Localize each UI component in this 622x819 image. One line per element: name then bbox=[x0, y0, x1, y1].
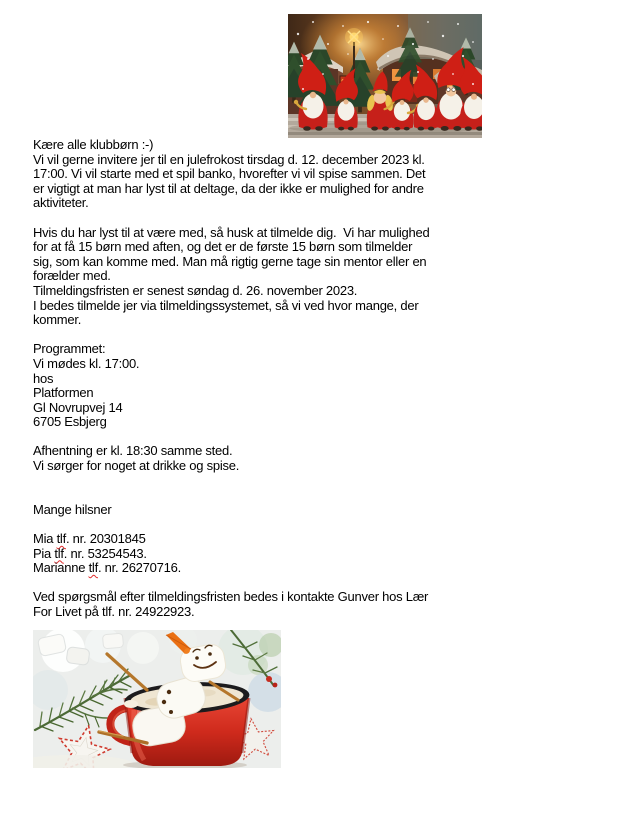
text-line bbox=[33, 211, 429, 226]
text-line bbox=[33, 328, 429, 343]
text-line bbox=[33, 401, 429, 416]
text-line bbox=[33, 605, 429, 620]
misspelled-word: tlf bbox=[56, 531, 66, 547]
text-segment: Mange hilsner bbox=[33, 501, 112, 517]
text-line bbox=[33, 167, 429, 182]
text-line bbox=[33, 342, 429, 357]
text-segment: sig, som kan komme med. Man må rigtig gerne tage sin mentor eller en bbox=[33, 253, 427, 269]
text-segment: Vi mødes kl. 17:00. bbox=[33, 355, 140, 371]
misspelled-word: tlf bbox=[88, 560, 98, 576]
text-segment: Vi vil gerne invitere jer til en julefrokost tirsdag d. 12. december 2023 kl. bbox=[33, 151, 425, 167]
text-segment: . nr. 20301845 bbox=[65, 531, 146, 547]
snowman-mug-illustration bbox=[33, 630, 281, 768]
text-line bbox=[33, 532, 429, 547]
text-segment: Hvis du har lyst til at være med, så husk at tilmelde dig. Vi har mulighed bbox=[33, 224, 430, 240]
text-line bbox=[33, 357, 429, 372]
text-segment: forælder med. bbox=[33, 268, 111, 284]
snowman-mug-image bbox=[33, 630, 281, 768]
christmas-gnomes-image bbox=[288, 14, 482, 138]
text-segment: Ved spørgsmål efter tilmeldingsfristen bedes i kontakte Gunver hos Lær bbox=[33, 589, 429, 605]
text-segment: er vigtigt at man har lyst til at deltage, da der ikke er mulighed for andre bbox=[33, 180, 424, 196]
text-segment: for at få 15 børn med aften, og det er de første 15 børn som tilmelder bbox=[33, 239, 413, 255]
text-line bbox=[33, 503, 429, 518]
text-line bbox=[33, 313, 429, 328]
text-segment: Tilmeldingsfristen er senest søndag d. 26. november 2023. bbox=[33, 282, 358, 298]
text-line bbox=[33, 240, 429, 255]
text-line bbox=[33, 284, 429, 299]
text-segment: 6705 Esbjerg bbox=[33, 414, 107, 430]
text-line bbox=[33, 372, 429, 387]
text-line bbox=[33, 299, 429, 314]
text-line bbox=[33, 430, 429, 445]
letter-body bbox=[33, 138, 429, 620]
christmas-gnomes-illustration bbox=[288, 14, 482, 138]
text-line bbox=[33, 444, 429, 459]
text-line bbox=[33, 138, 429, 153]
text-segment: hos bbox=[33, 370, 54, 386]
text-segment: kommer. bbox=[33, 312, 82, 328]
misspelled-word: tlf bbox=[54, 545, 64, 561]
text-segment: Afhentning er kl. 18:30 samme sted. bbox=[33, 443, 233, 459]
text-segment: Programmet: bbox=[33, 341, 106, 357]
text-segment: Gl Novrupvej 14 bbox=[33, 399, 123, 415]
text-line bbox=[33, 474, 429, 489]
text-line bbox=[33, 547, 429, 562]
text-line bbox=[33, 517, 429, 532]
text-segment: Kære alle klubbørn :-) bbox=[33, 137, 154, 152]
text-line bbox=[33, 590, 429, 605]
text-line bbox=[33, 153, 429, 168]
text-segment: Vi sørger for noget at drikke og spise. bbox=[33, 458, 240, 474]
text-segment: For Livet på tlf. nr. 24922923. bbox=[33, 604, 195, 619]
text-line bbox=[33, 459, 429, 474]
text-line bbox=[33, 386, 429, 401]
text-line bbox=[33, 196, 429, 211]
text-segment: Platformen bbox=[33, 385, 94, 401]
text-line bbox=[33, 226, 429, 241]
text-line bbox=[33, 269, 429, 284]
text-line bbox=[33, 255, 429, 270]
text-line bbox=[33, 561, 429, 576]
text-segment: 17:00. Vi vil starte med et spil banko, hvorefter vi vil spise sammen. Det bbox=[33, 166, 426, 182]
text-segment: I bedes tilmelde jer via tilmeldingssystemet, så vi ved hvor mange, der bbox=[33, 297, 419, 313]
text-line bbox=[33, 182, 429, 197]
text-segment: Marianne bbox=[33, 560, 89, 576]
text-segment: aktiviteter. bbox=[33, 195, 89, 211]
text-segment: Pia bbox=[33, 545, 55, 561]
text-line bbox=[33, 576, 429, 591]
text-line bbox=[33, 415, 429, 430]
text-segment: . nr. 53254543. bbox=[63, 545, 147, 561]
text-segment: . nr. 26270716. bbox=[97, 560, 181, 576]
text-segment: Mia bbox=[33, 531, 57, 547]
text-line bbox=[33, 488, 429, 503]
